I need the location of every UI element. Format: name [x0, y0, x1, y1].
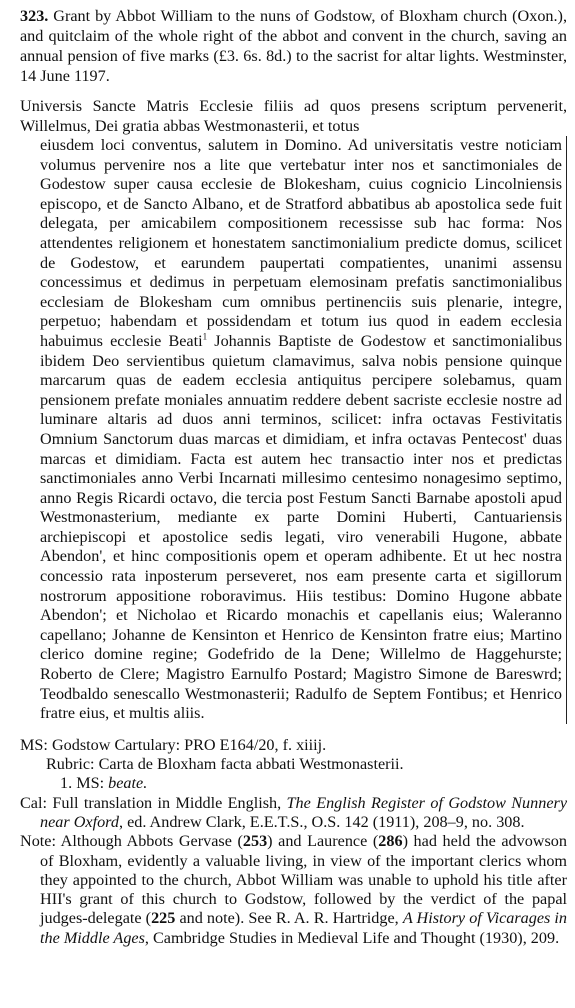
rubric-line: Rubric: Carta de Bloxham facta abbati Westmonasterii. [46, 755, 404, 774]
calendar-note [20, 794, 567, 833]
footnote-reading: beate. [108, 774, 148, 793]
note-title: A History of Vicarages in the Middle Ages [40, 909, 568, 947]
note-ref-253: 253 [242, 832, 268, 851]
footnote-marker: 1 [202, 331, 208, 342]
latin-text-intro: Universis Sancte Matris Ecclesie filiis ad quos presens scriptum pervenerit, Willelmus, Dei gratia abbas Westmonasterii, et totus [20, 97, 567, 135]
cal-suffix: , ed. Andrew Clark, E.E.T.S., O.S. 142 (1911), 208–9, no. 308. [118, 813, 525, 831]
document-number: 323. [20, 7, 49, 25]
latin-text-part-b: Johannis Baptiste de Godestow et sanctimonialibus ibidem Deo servientibus quietum clamavimus, salva nobis pensione quinque marcarum quas de eadem ecclesia antiquitus percipere solebamus, quam pensionem prefate moniales annuatim reddere debent sacriste ecclesie nostre ad luminare altaris ad duos anni terminos, scilicet: infra octavas Festivitatis Omnium Sanctorum duas marcas et dimidiam, et infra octavas Pentecost' duas marcas et dimidiam. Facta est autem hec transactio inter nos et predictas sanctimoniales anno Verbi Incarnati millesimo centesimo nonagesimo septimo, anno Regis Ricardi octavo, die tercia post Festum Sancti Barnabe apostoli apud Westmonasterium, mediante ex parte Domini Huberti, Cantuariensis archiepiscopi et apostolice sedis legati, viro venerabili Hugone, abbate Abendon', et hinc compositionis opem et operam adhibente. Et ut hec nostra concessio rata inposterum perseveret, nos eam presente carta et sigillorum nostrorum appositione roboravimus. Hiis testibus: Domino Hugone abbate Abendon'; et Nicholao et Ricardo monachis et capellanis eius; Waleranno capellano; Johanne de Kensinton et Henrico de Kensinton fratre eius; Martino clerico domine regine; Godefrido de la Dene; Willelmo de Haggehurste; Roberto de Clere; Magistro Earnulfo Postard; Magistro Simone de Bareswrd; Teodbaldo senescallo Westmonasterii; Radulfo de Septem Fontibus; et Henrico fratre eius, et multis aliis. [40, 331, 563, 723]
apparatus-notes [20, 736, 567, 948]
commentary-note [20, 832, 567, 948]
latin-text-body [40, 136, 567, 724]
document-summary: Grant by Abbot William to the nuns of Godstow, of Bloxham church (Oxon.), and quitclaim of the whole right of the abbot and convent in the church, saving an annual pension of five marks (£3. 6s. 8d.) to the sacrist for altar lights. Westminster, 14 June 1197. [20, 7, 567, 85]
note-text-e: , Cambridge Studies in Medieval Life and Thought (1930), 209. [144, 928, 560, 947]
note-text-b: ) and Laurence ( [267, 832, 379, 851]
document-heading [20, 6, 567, 86]
cal-title: The English Register of Godstow Nunnery near Oxford [40, 793, 568, 831]
note-text-d: and note). See R. A. R. Hartridge, [175, 909, 403, 928]
latin-text-part-a: eiusdem loci conventus, salutem in Domino. Ad universitatis vestre noticiam volumus pervenire nos a lite que vertebatur inter nos et sanctimoniales de Godestow super causa ecclesie de Blokesham, cuius cognicio Lincolniensis episcopo, et de Sancto Albano, et de Stratford abbatibus ab apostolica sede fuit delegata, per amicabilem compositionem recessisse sub hac forma: Nos attendentes religionem et honestatem sanctimonialium predicte domus, scilicet de Godestow, et earundem paupertati compatientes, unanimi assensu concessimus et dedimus in perpetuam elemosinam prefatis sanctimonialibus ecclesiam de Blokesham cum omnibus pertinenciis suis plenarie, integre, perpetuo; habendam et possidendam et totum ius quod in eadem ecclesia habuimus ecclesie Beati [40, 136, 562, 350]
note-text-c: ) had held the advowson of Bloxham, evidently a valuable living, in view of the important clerics whom they appointed to the church, Abbot William was unable to uphold his title after HII's grant of this church to Godstow, followed by the verdict of the papal judges-delegate ( [40, 832, 567, 928]
footnote-prefix: 1. MS: [60, 774, 109, 793]
manuscript-source: MS: Godstow Cartulary: PRO E164/20, f. xiiij. [20, 735, 327, 754]
note-text-a: Note: Although Abbots Gervase ( [20, 832, 243, 851]
note-ref-225: 225 [151, 909, 176, 928]
cal-prefix: Cal: Full translation in Middle English, [20, 793, 287, 812]
footnote-1 [20, 774, 567, 793]
note-ref-286: 286 [378, 832, 403, 851]
